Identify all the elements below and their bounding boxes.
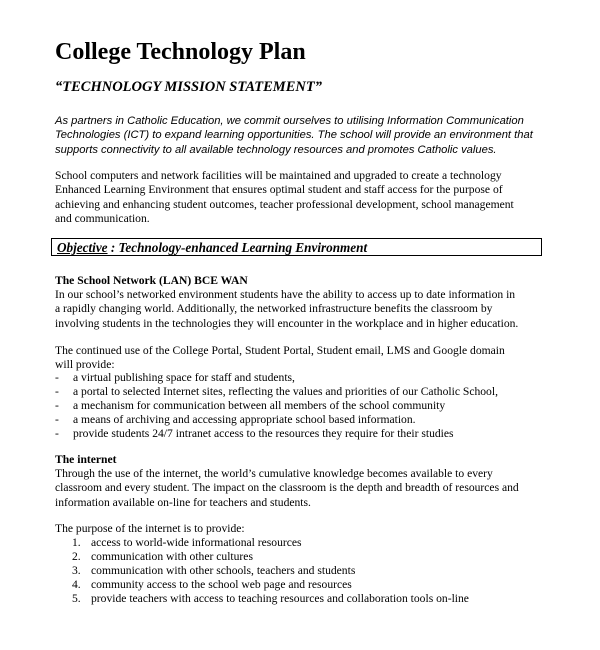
- list-item: [55, 371, 498, 385]
- bullet-marker: -: [55, 426, 59, 440]
- internet-paragraph: [55, 467, 545, 510]
- portal-bullet-list: [55, 371, 498, 441]
- paragraph-line: Enhanced Learning Environment that ensures optimal student and staff access for the purpose of: [55, 183, 503, 197]
- list-number: 1.: [72, 536, 81, 549]
- bullet-marker: -: [55, 398, 59, 412]
- facilities-paragraph: [55, 169, 545, 226]
- purpose-intro: [55, 522, 545, 536]
- paragraph-line: Through the use of the internet, the world’s cumulative knowledge becomes available to every: [55, 467, 493, 480]
- purpose-numbered-list: [72, 536, 469, 606]
- paragraph-line: As partners in Catholic Education, we commit ourselves to utilising Information Communication: [55, 115, 524, 127]
- paragraph-line: supports connectivity to all available technology resources and promotes Catholic values.: [55, 143, 497, 156]
- network-heading: The School Network (LAN) BCE WAN: [55, 274, 248, 287]
- list-number: 4.: [72, 577, 81, 591]
- list-item-text: a mechanism for communication between all members of the school community: [73, 398, 446, 412]
- bullet-marker: -: [55, 371, 59, 384]
- bullet-marker: -: [55, 412, 59, 426]
- list-item: [72, 536, 469, 550]
- list-item: [55, 399, 498, 413]
- list-item-text: community access to the school web page and resources: [91, 577, 352, 591]
- page-title: College Technology Plan: [55, 39, 306, 65]
- paragraph-line: achieving and enhancing student outcomes, teacher professional development, school management: [55, 197, 514, 211]
- list-item-text: provide students 24/7 intranet access to the resources they require for their studies: [73, 426, 454, 440]
- list-number: 3.: [72, 563, 81, 577]
- list-item: [72, 564, 469, 578]
- mission-heading: “TECHNOLOGY MISSION STATEMENT”: [55, 79, 322, 95]
- list-item-text: access to world-wide informational resources: [91, 536, 302, 549]
- list-item-text: a portal to selected Internet sites, reflecting the values and priorities of our Catholic School,: [73, 384, 498, 398]
- objective-box: [51, 238, 542, 256]
- list-item-text: a means of archiving and accessing appropriate school based information.: [73, 412, 416, 426]
- mission-statement-paragraph: [55, 114, 545, 157]
- list-number: 2.: [72, 549, 81, 563]
- internet-heading: The internet: [55, 453, 117, 466]
- objective-text: : Technology-enhanced Learning Environment: [107, 240, 368, 255]
- paragraph-line: a rapidly changing world. Additionally, the networked infrastructure benefits the classroom by: [55, 302, 493, 316]
- paragraph-line: will provide:: [55, 358, 115, 372]
- network-paragraph: [55, 288, 545, 331]
- paragraph-line: information available on-line for teachers and students.: [55, 495, 311, 509]
- list-item: [55, 413, 498, 427]
- portal-paragraph: [55, 344, 545, 373]
- paragraph-line: The purpose of the internet is to provide:: [55, 522, 245, 535]
- list-item: [55, 385, 498, 399]
- list-number: 5.: [72, 591, 81, 605]
- list-item-text: provide teachers with access to teaching resources and collaboration tools on-line: [91, 591, 469, 605]
- objective-label: Objective: [57, 240, 108, 255]
- list-item-text: a virtual publishing space for staff and students,: [73, 371, 295, 384]
- paragraph-line: School computers and network facilities will be maintained and upgraded to create a technology: [55, 169, 502, 182]
- paragraph-line: The continued use of the College Portal, Student Portal, Student email, LMS and Google domain: [55, 344, 505, 357]
- bullet-marker: -: [55, 384, 59, 398]
- list-item: [72, 550, 469, 564]
- list-item: [72, 592, 469, 606]
- paragraph-line: Technologies (ICT) to expand learning opportunities. The school will provide an environment that: [55, 129, 533, 142]
- list-item-text: communication with other cultures: [91, 549, 253, 563]
- paragraph-line: classroom and every student. The impact on the classroom is the depth and breadth of resources and: [55, 481, 519, 495]
- list-item: [55, 427, 498, 441]
- paragraph-line: involving students in the technologies they will encounter in the workplace and in higher education.: [55, 316, 519, 330]
- paragraph-line: In our school’s networked environment students have the ability to access up to date information in: [55, 288, 516, 301]
- list-item-text: communication with other schools, teachers and students: [91, 563, 356, 577]
- paragraph-line: and communication.: [55, 211, 150, 225]
- list-item: [72, 578, 469, 592]
